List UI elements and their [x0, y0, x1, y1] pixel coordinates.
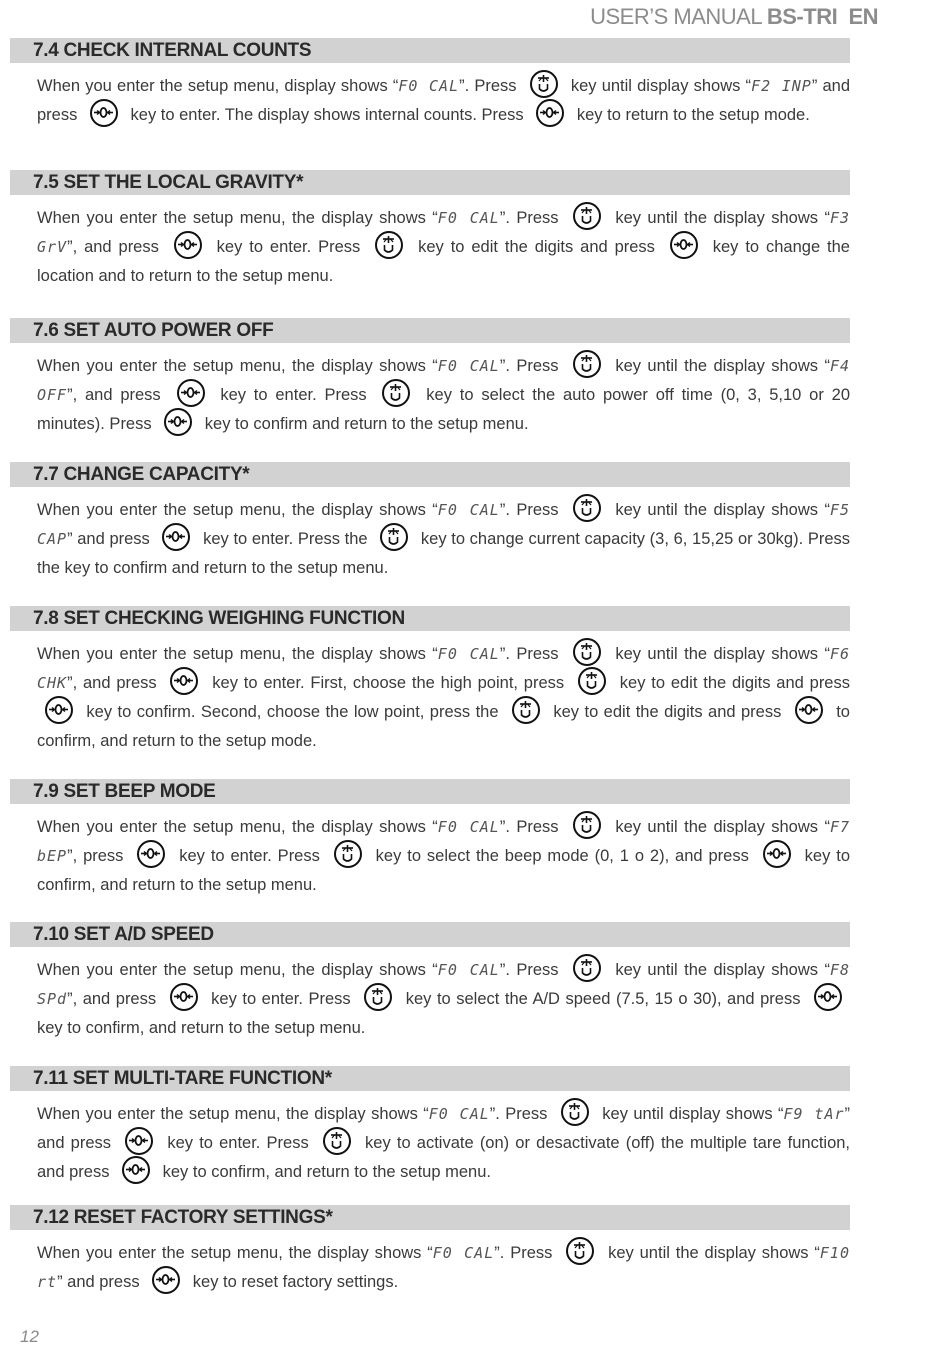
body-text: key to enter. Press the — [198, 530, 373, 548]
tare-key-icon — [375, 231, 403, 259]
body-text: to confirm, and return to the setup mode. — [37, 703, 850, 750]
tare-key-icon — [573, 202, 601, 230]
tare-key-icon — [573, 638, 601, 666]
section-body — [37, 204, 850, 291]
zero-key-icon — [164, 408, 192, 436]
zero-key-icon — [122, 1156, 150, 1184]
body-text: key until the display shows “ — [608, 818, 830, 836]
lcd-display-code: F8 SPd — [37, 961, 850, 1008]
header-manual-label: USER’S MANUAL — [590, 4, 767, 29]
body-text: key to enter. First, choose the high point, press — [206, 674, 570, 692]
tare-key-icon — [566, 1237, 594, 1265]
lcd-display-code: F4 OFF — [37, 357, 850, 404]
zero-key-icon — [125, 1127, 153, 1155]
section-body — [37, 1100, 850, 1187]
zero-key-icon — [170, 983, 198, 1011]
zero-key-icon — [162, 523, 190, 551]
tare-key-icon — [512, 696, 540, 724]
zero-key-icon — [795, 696, 823, 724]
body-text: ”. Press — [499, 818, 565, 836]
tare-key-icon — [364, 983, 392, 1011]
body-text: ”, and press — [67, 674, 163, 692]
body-text: ”. Press — [499, 357, 565, 375]
section — [10, 779, 850, 900]
zero-key-icon — [137, 840, 165, 868]
section-title: 7.7 CHANGE CAPACITY* — [10, 462, 850, 487]
lcd-display-code: F9 tAr — [783, 1105, 845, 1123]
body-text: key to enter. Press — [173, 847, 326, 865]
body-text: ”. Press — [499, 645, 565, 663]
body-text: key to confirm, and return to the setup menu. — [37, 847, 850, 894]
body-text: key to activate (on) or desactivate (off) the multiple tare function, and press — [37, 1134, 851, 1181]
section — [10, 38, 850, 130]
lcd-display-code: F6 CHK — [37, 645, 850, 692]
lcd-display-code: F5 CAP — [37, 501, 850, 548]
body-text: ”. Press — [489, 1105, 553, 1123]
tare-key-icon — [573, 350, 601, 378]
tare-key-icon — [578, 667, 606, 695]
section-body — [37, 956, 850, 1043]
lcd-display-code: F0 CAL — [437, 209, 500, 227]
section-title: 7.4 CHECK INTERNAL COUNTS — [10, 38, 850, 63]
header-language: EN — [848, 4, 878, 29]
tare-key-icon — [323, 1127, 351, 1155]
lcd-display-code: F10 rt — [37, 1244, 850, 1291]
section — [10, 1205, 850, 1297]
zero-key-icon — [152, 1266, 180, 1294]
tare-key-icon — [573, 494, 601, 522]
body-text: key until the display shows “ — [602, 1244, 820, 1262]
body-text: When you enter the setup menu, the display shows “ — [37, 1244, 433, 1262]
tare-key-icon — [380, 523, 408, 551]
zero-key-icon — [45, 696, 73, 724]
lcd-display-code: F0 CAL — [432, 1244, 495, 1262]
section — [10, 318, 850, 439]
tare-key-icon — [573, 954, 601, 982]
section-body — [37, 1239, 850, 1297]
body-text: key to select the beep mode (0, 1 o 2), and press — [369, 847, 755, 865]
section-title: 7.12 RESET FACTORY SETTINGS* — [10, 1205, 850, 1230]
body-text: ”, and press — [67, 238, 166, 256]
tare-key-icon — [530, 70, 558, 98]
section-body — [37, 640, 850, 756]
body-text: key until the display shows “ — [608, 357, 830, 375]
section — [10, 170, 850, 291]
lcd-display-code: F0 CAL — [437, 818, 500, 836]
body-text: key to enter. Press — [205, 990, 357, 1008]
body-text: ”, press — [67, 847, 130, 865]
lcd-display-code: F0 CAL — [428, 1105, 490, 1123]
tare-key-icon — [382, 379, 410, 407]
section-title: 7.11 SET MULTI-TARE FUNCTION* — [10, 1066, 850, 1091]
body-text: When you enter the setup menu, the display shows “ — [37, 645, 438, 663]
tare-key-icon — [573, 811, 601, 839]
body-text: When you enter the setup menu, the display shows “ — [37, 818, 438, 836]
section-body — [37, 813, 850, 900]
body-text: key to enter. Press — [209, 238, 368, 256]
body-text: key until the display shows “ — [608, 961, 830, 979]
lcd-display-code: F0 CAL — [437, 501, 500, 519]
zero-key-icon — [90, 99, 118, 127]
body-text: ”, and press — [67, 990, 162, 1008]
page-number: 12 — [20, 1327, 39, 1346]
tare-key-icon — [334, 840, 362, 868]
body-text: key to confirm, and return to the setup menu. — [158, 1163, 491, 1181]
body-text: key until the display shows “ — [608, 501, 830, 519]
body-text: key until the display shows “ — [608, 645, 830, 663]
section — [10, 1066, 850, 1187]
lcd-display-code: F0 CAL — [437, 961, 500, 979]
lcd-display-code: F0 CAL — [437, 357, 500, 375]
body-text: key to edit the digits and press — [411, 238, 662, 256]
body-text: key to confirm, and return to the setup menu. — [37, 1019, 366, 1037]
lcd-display-code: F3 GrV — [37, 209, 850, 256]
zero-key-icon — [536, 99, 564, 127]
body-text: key to enter. The display shows internal counts. Press — [125, 106, 529, 124]
page-header — [590, 4, 878, 30]
section-title: 7.5 SET THE LOCAL GRAVITY* — [10, 170, 850, 195]
body-text: key until display shows “ — [565, 77, 752, 95]
zero-key-icon — [177, 379, 205, 407]
body-text: ”. Press — [499, 501, 565, 519]
body-text: key to select the A/D speed (7.5, 15 o 30), and press — [400, 990, 807, 1008]
body-text: key until display shows “ — [596, 1105, 784, 1123]
section — [10, 922, 850, 1043]
zero-key-icon — [814, 983, 842, 1011]
body-text: key to confirm and return to the setup menu. — [200, 415, 529, 433]
body-text: ”, and press — [67, 386, 169, 404]
body-text: When you enter the setup menu, the display shows “ — [37, 209, 438, 227]
body-text: key to change the location and to return to the setup menu. — [37, 238, 850, 285]
body-text: When you enter the setup menu, the display shows “ — [37, 961, 438, 979]
body-text: key to edit the digits and press — [613, 674, 850, 692]
body-text: ” and press — [37, 77, 851, 124]
body-text: key to confirm. Second, choose the low point, press the — [81, 703, 504, 721]
tare-key-icon — [561, 1098, 589, 1126]
zero-key-icon — [170, 667, 198, 695]
lcd-display-code: F2 INP — [751, 77, 812, 95]
body-text: ”. Press — [494, 1244, 559, 1262]
body-text: key to return to the setup mode. — [572, 106, 810, 124]
body-text: When you enter the setup menu, the display shows “ — [37, 357, 438, 375]
body-text: ”. Press — [499, 209, 565, 227]
zero-key-icon — [763, 840, 791, 868]
header-model: BS-TRI — [766, 4, 838, 29]
lcd-display-code: F7 bEP — [37, 818, 850, 865]
section — [10, 462, 850, 583]
body-text: When you enter the setup menu, display shows “ — [37, 77, 399, 95]
body-text: When you enter the setup menu, the display shows “ — [37, 1105, 429, 1123]
section — [10, 606, 850, 756]
body-text: key to enter. Press — [212, 386, 375, 404]
section-body — [37, 72, 850, 130]
body-text: ”. Press — [499, 961, 565, 979]
section-title: 7.9 SET BEEP MODE — [10, 779, 850, 804]
body-text: key to reset factory settings. — [188, 1273, 399, 1291]
zero-key-icon — [174, 231, 202, 259]
body-text: ” and press — [67, 530, 155, 548]
section-body — [37, 496, 850, 583]
section-title: 7.6 SET AUTO POWER OFF — [10, 318, 850, 343]
section-title: 7.8 SET CHECKING WEIGHING FUNCTION — [10, 606, 850, 631]
body-text: When you enter the setup menu, the display shows “ — [37, 501, 438, 519]
zero-key-icon — [670, 231, 698, 259]
lcd-display-code: F0 CAL — [398, 77, 460, 95]
body-text: key to select the auto power off time (0, 3, 5,10 or 20 minutes). Press — [37, 386, 850, 433]
body-text: key to change current capacity (3, 6, 15,25 or 30kg). Press the key to confirm and return to the setup menu. — [37, 530, 850, 577]
body-text: key to edit the digits and press — [547, 703, 787, 721]
section-body — [37, 352, 850, 439]
body-text: key until the display shows “ — [608, 209, 830, 227]
body-text: ” and press — [37, 1105, 851, 1152]
section-title: 7.10 SET A/D SPEED — [10, 922, 850, 947]
body-text: ”. Press — [459, 77, 522, 95]
body-text: ” and press — [57, 1273, 145, 1291]
body-text: key to enter. Press — [161, 1134, 315, 1152]
lcd-display-code: F0 CAL — [437, 645, 500, 663]
